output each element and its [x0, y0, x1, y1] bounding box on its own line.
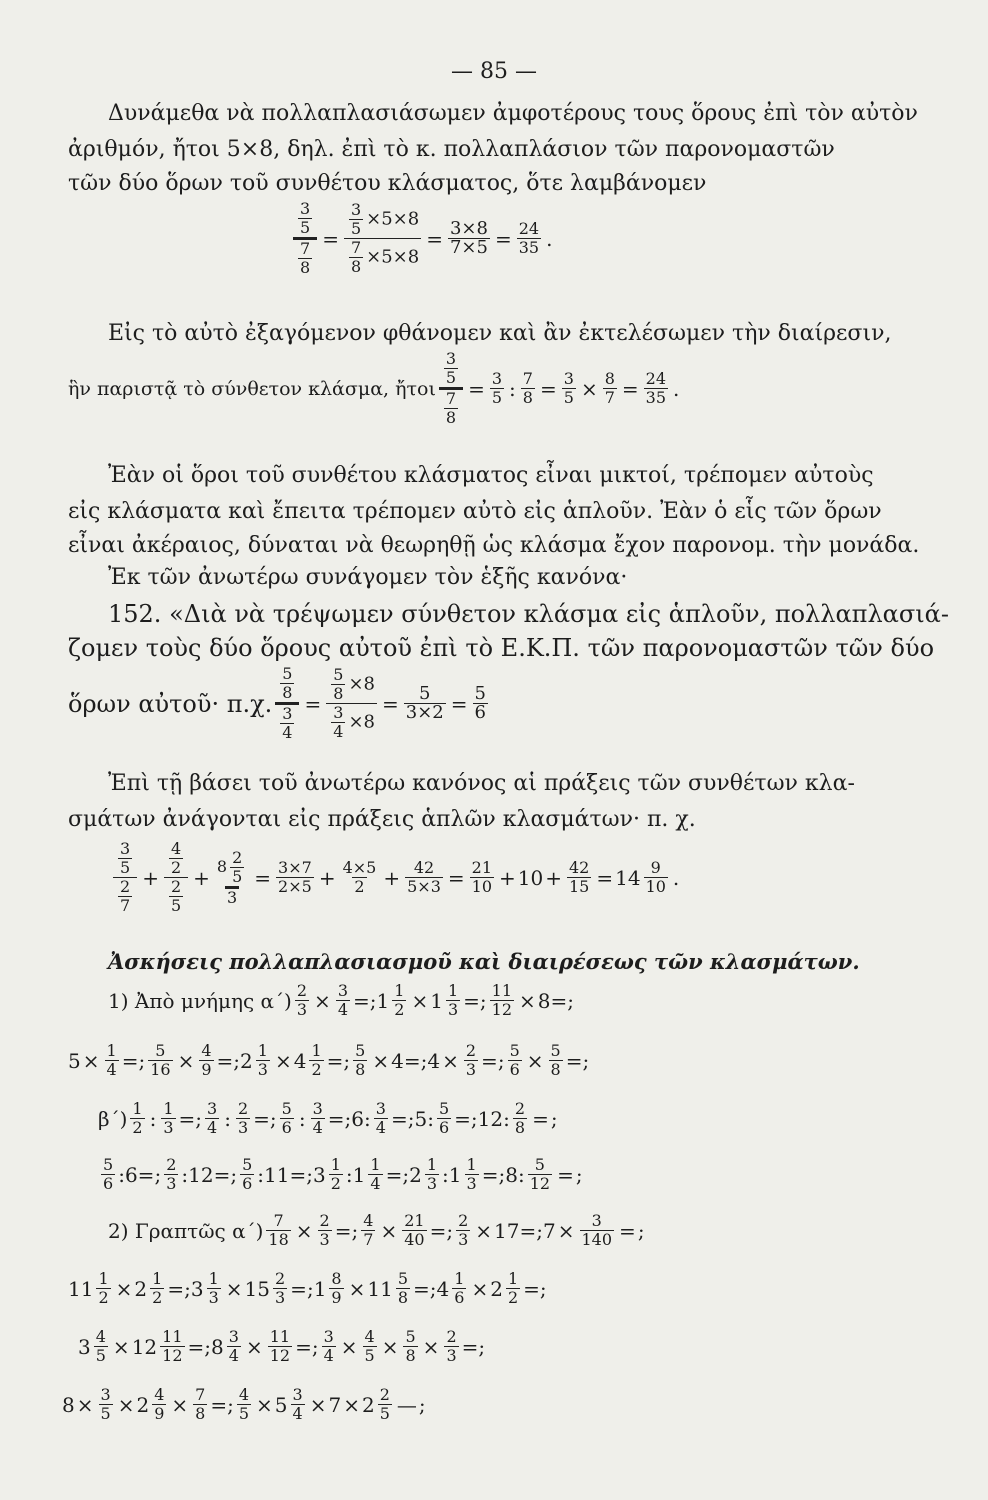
- paragraph-line: Ἐὰν οἱ ὅροι τοῦ συνθέτου κλάσματος εἶναι μικτοί, τρέπομεν αὐτοὺς: [108, 463, 874, 488]
- exercise-line: β΄) 1 2 : $\frac{1}{3}$ = ; 3 4 : $\frac{2}{3}$ = ; 5 6 : $\frac{3}{4}$ = ; 6 : $\frac{3}{4}$ = ; 5 : $\frac{5}{6}$ = ; 12 : $\frac{2}{8}$ = ;: [98, 1099, 558, 1137]
- rule-line: ζομεν τοὺς δύο ὅρους αὐτοῦ ἐπὶ τὸ Ε.Κ.Π. τῶν παρονομαστῶν τῶν δύο: [68, 634, 935, 662]
- equation-rule-example: ὅρων αὐτοῦ· π.χ. $\frac{\frac{5}{8}}{\frac{3}{4}}$ = $\frac{5}{8}$ ×8 $\frac{3}{4}$ ×8 = $\frac{5}{3\times 2}$ = $\frac{5}{6}$: [68, 664, 486, 742]
- exercise-line: 5 × $\frac{1}{4}$ = ; $\frac{5}{16}$ × $\frac{4}{9}$ = ; 2 $\frac{1}{3}$ × 4 $\frac{1}{2}$ = ; $\frac{5}{8}$ × 4 = ; 4 × $\frac{2}{3}$ = ; $\frac{5}{6}$ × $\frac{5}{8}$ = ;: [68, 1041, 590, 1079]
- exercise-line: 2) Γραπτῶς α΄) $\frac{7}{18}$ × $\frac{2}{3}$ = ; $\frac{4}{7}$ × $\frac{21}{40}$ = ; $\frac{2}{3}$ × 17 = ; 7 × $\frac{3}{140}$ = ;: [108, 1211, 645, 1249]
- equation-composite-fraction: $\frac{\frac{3}{5}}{\frac{7}{8}}$ = $\frac{3}{5}$ ×5×8 $\frac{7}{8}$ ×5×8 = $\frac{3\times 8}{7\times 5}$ = $\frac{24}{35}$ .: [290, 200, 988, 277]
- equation-sum-example: $\frac{3}{5}$ $\frac{2}{7}$ + $\frac{\frac{4}{2}}{\frac{2}{5}}$ + 8 $\frac{2}{5}$ 3 = $\frac{3\times 7}{2\times 5}$ + $\frac{4\times 5}{2}$ + $\frac{42}{5\times 3}$ = $\frac{21}{10}$ + 10 + $\frac{42}{15}$ = 14 9 10 .: [110, 840, 950, 915]
- paragraph-line: τῶν δύο ὅρων τοῦ συνθέτου κλάσματος, ὅτε λαμβάνομεν: [68, 171, 707, 196]
- paragraph-line: εἰς κλάσματα καὶ ἔπειτα τρέπομεν αὐτὸ εἰς ἁπλοῦν. Ἐὰν ὁ εἷς τῶν ὅρων: [68, 499, 882, 524]
- paragraph-line: σμάτων ἀνάγονται εἰς πράξεις ἁπλῶν κλασμάτων· π. χ.: [68, 807, 696, 832]
- exercise-line: 3 $\frac{4}{5}$ × 12 $\frac{11}{12}$ = ; 8 $\frac{3}{4}$ × $\frac{11}{12}$ = ; $\frac{3}{4}$ × $\frac{4}{5}$ × $\frac{5}{8}$ × $\frac{2}{3}$ = ;: [78, 1327, 486, 1365]
- paragraph-line: ἀριθμόν, ἤτοι 5×8, δηλ. ἐπὶ τὸ κ. πολλαπλάσιον τῶν παρονομαστῶν: [68, 137, 835, 162]
- exercise-line: 11 $\frac{1}{2}$ × 2 $\frac{1}{2}$ = ; 3 $\frac{1}{3}$ × 15 $\frac{2}{3}$ = ; 1 $\frac{8}{9}$ × 11 $\frac{5}{8}$ = ; 4 $\frac{1}{6}$ × 2 $\frac{1}{2}$ = ;: [68, 1269, 547, 1307]
- exercise-line: 8 × $\frac{3}{5}$ × 2 $\frac{4}{9}$ × $\frac{7}{8}$ = ; $\frac{4}{5}$ × 5 $\frac{3}{4}$ × 7 × 2 2 5 — ;: [62, 1385, 426, 1423]
- paragraph-line: εἶναι ἀκέραιος, δύναται νὰ θεωρηθῇ ὡς κλάσμα ἔχον παρονομ. τὴν μονάδα.: [68, 533, 920, 558]
- paragraph-line: Εἰς τὸ αὐτὸ ἐξαγόμενον φθάνομεν καὶ ἂν ἐκτελέσωμεν τὴν διαίρεσιν,: [108, 321, 892, 346]
- composite-fraction: $\frac{\frac{3}{5}}{\frac{7}{8}}$: [293, 200, 317, 277]
- exercise-line: 5 6 : 6 = ; 2 3 : 12 = ; 5 6 : 11 = ; 3 1 2 : 1 $\frac{1}{4}$ = ; 2 1 3 : 1 $\frac{1}{3}$ = ; 8 : $\frac{5}{12}$ = ;: [103, 1155, 583, 1193]
- paragraph-line: Δυνάμεθα νὰ πολλαπλασιάσωμεν ἀμφοτέρους τους ὅρους ἐπὶ τὸν αὐτὸν: [108, 101, 918, 126]
- rule-line: 152. «Διὰ νὰ τρέψωμεν σύνθετον κλάσμα εἰς ἁπλοῦν, πολλαπλασιά-: [108, 600, 949, 628]
- exercise-line: 1) Ἀπὸ μνήμης α΄) $\frac{2}{3}$ × $\frac{3}{4}$ = ; 1 $\frac{1}{2}$ × 1 $\frac{1}{3}$ = ; $\frac{11}{12}$ × 8 = ;: [108, 981, 575, 1019]
- paragraph-line: Ἐπὶ τῇ βάσει τοῦ ἀνωτέρω κανόνος αἱ πράξεις τῶν συνθέτων κλα-: [108, 771, 855, 796]
- paragraph-line: Ἐκ τῶν ἀνωτέρω συνάγομεν τὸν ἑξῆς κανόνα·: [108, 565, 628, 590]
- equation-division: ἣν παριστᾷ τὸ σύνθετον κλάσμα, ἤτοι $\frac{\frac{3}{5}}{\frac{7}{8}}$ = $\frac{3}{5}$ : $\frac{7}{8}$ = $\frac{3}{5}$ × $\frac{8}{7}$ = $\frac{24}{35}$ .: [68, 349, 680, 427]
- exercises-heading: Ἀσκήσεις πολλαπλασιασμοῦ καὶ διαιρέσεως τῶν κλασμάτων.: [108, 949, 860, 974]
- page-number: — 85 —: [451, 59, 537, 84]
